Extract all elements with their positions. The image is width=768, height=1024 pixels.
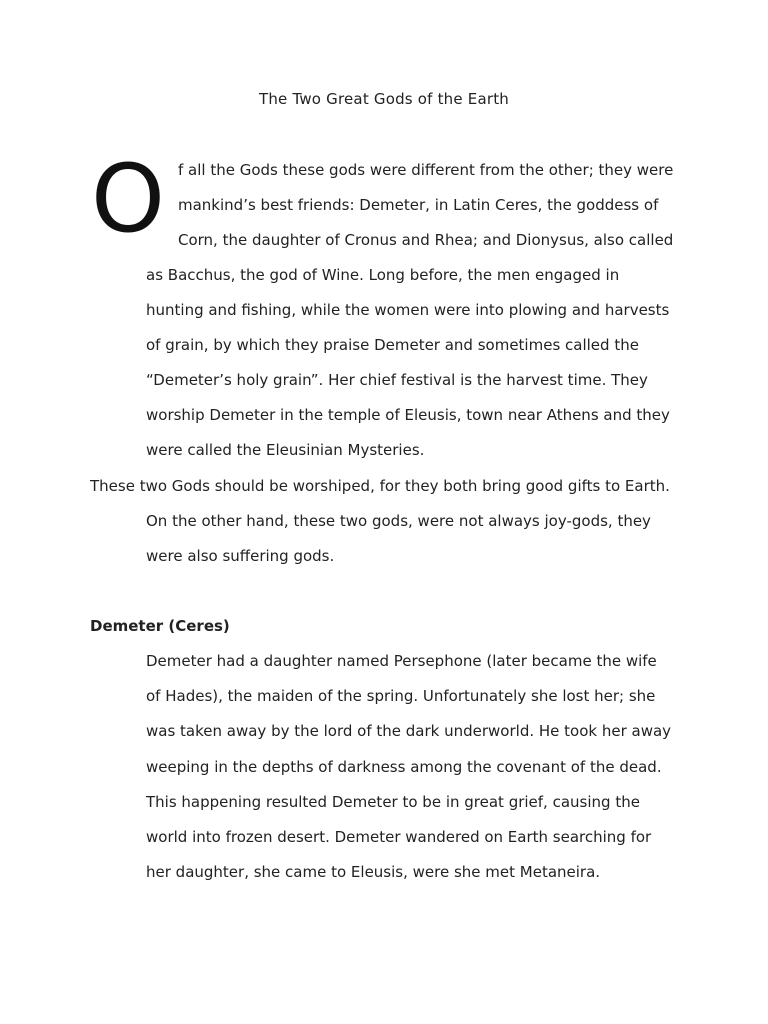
intro-line: These two Gods should be worshiped, for they both bring good gifts to Earth. [90,477,670,495]
intro-line: f all the Gods these gods were different from the other; they were [178,161,674,179]
section-heading: Demeter (Ceres) [90,617,230,635]
intro-line: Corn, the daughter of Cronus and Rhea; and Dionysus, also called [178,231,674,249]
section-line: world into frozen desert. Demeter wandered on Earth searching for [146,828,652,846]
drop-cap-letter: O [91,145,165,254]
section-line: weeping in the depths of darkness among the covenant of the dead. [146,758,662,776]
section-line: was taken away by the lord of the dark underworld. He took her away [146,722,672,740]
intro-line: as Bacchus, the god of Wine. Long before, the men engaged in [146,266,620,284]
section-line: Demeter had a daughter named Persephone (later became the wife [146,652,657,670]
section-line: This happening resulted Demeter to be in great grief, causing the [146,793,640,811]
intro-line: “Demeter’s holy grain”. Her chief festival is the harvest time. They [146,371,648,389]
intro-line: worship Demeter in the temple of Eleusis, town near Athens and they [146,406,670,424]
intro-line: mankind’s best friends: Demeter, in Latin Ceres, the goddess of [178,196,659,214]
intro-line: were also suffering gods. [146,547,335,565]
section-line: of Hades), the maiden of the spring. Unfortunately she lost her; she [146,687,656,705]
intro-line: hunting and fishing, while the women were into plowing and harvests [146,301,670,319]
document-title: The Two Great Gods of the Earth [258,90,510,108]
intro-line: On the other hand, these two gods, were not always joy-gods, they [146,512,651,530]
section-line: her daughter, she came to Eleusis, were she met Metaneira. [146,863,601,881]
intro-line: were called the Eleusinian Mysteries. [146,441,425,459]
intro-line: of grain, by which they praise Demeter and sometimes called the [146,336,639,354]
